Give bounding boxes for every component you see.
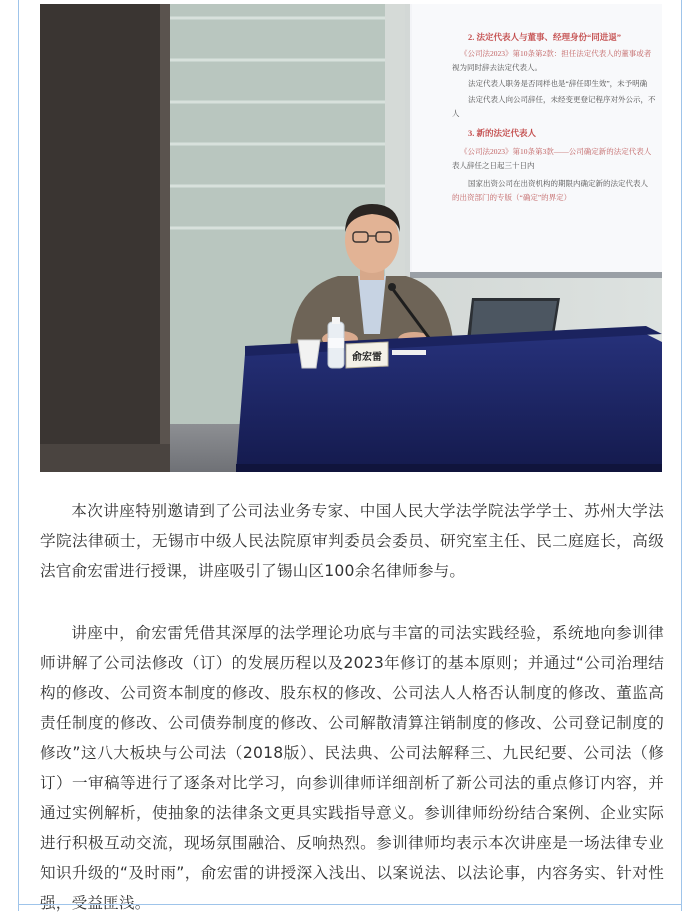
cup	[298, 340, 320, 368]
article-paragraph-1: 本次讲座特别邀请到了公司法业务专家、中国人民大学法学院法学学士、苏州大学法学院法律硕士，无锡市中级人民法院原审判委员会委员、研究室主任、民二庭庭长，高级法官俞宏雷进行授课，讲座吸引了锡山区100余名律师参与。	[40, 502, 664, 580]
slide-line: 法定代表人职务是否同样也是“辞任即生效”，未予明确	[468, 79, 648, 88]
nameplate	[346, 342, 388, 368]
slide-heading-2: 2. 法定代表人与董事、经理身份“同进退”	[468, 32, 622, 42]
slide-line: 视为同时辞去法定代表人。	[452, 63, 542, 72]
slide-line: 的出资部门的专版（“确定”的界定）	[452, 193, 572, 202]
article-body	[40, 496, 664, 918]
slide-line: 人	[452, 109, 460, 118]
nameplate-text: 俞宏雷	[352, 352, 382, 363]
frame-right-border	[681, 0, 682, 911]
water-bottle	[328, 317, 344, 368]
frame-bottom-border	[18, 904, 682, 911]
slide-line: 《公司法2023》第10条第2款：担任法定代表人的董事或者	[460, 49, 652, 58]
slide-line: 《公司法2023》第10条第3款——公司确定新的法定代表人	[460, 147, 652, 156]
lecture-photo	[40, 4, 662, 472]
slide-line: 表人辞任之日起三十日内	[452, 161, 535, 170]
article-paragraph-2: 讲座中，俞宏雷凭借其深厚的法学理论功底与丰富的司法实践经验，系统地向参训律师讲解了公司法修改（订）的发展历程以及2023年修订的基本原则；并通过“公司治理结构的修改、公司资本制度的修改、股东权的修改、公司法人人格否认制度的修改、董监高责任制度的修改、公司债券制度的修改、公司解散清算注销制度的修改、公司登记制度的修改”这八大板块与公司法（2018版）、民法典、公司法解释三、九民纪要、公司法（修订）一审稿等进行了逐条对比学习，向参训律师详细剖析了新公司法的重点修订内容，并通过实例解析，使抽象的法律条文更具实践指导意义。参训律师纷纷结合案例、企业实际进行积极互动交流，现场氛围融洽、反响热烈。参训律师均表示本次讲座是一场法律专业知识升级的“及时雨”，俞宏雷的讲授深入浅出、以案说法、以法论事，内容务实、针对性强，受益匪浅。	[40, 624, 664, 912]
slide-line: 国家出资公司在出资机构的期限内确定新的法定代表人	[468, 179, 648, 188]
frame-left-border	[18, 0, 19, 911]
slide-line: 法定代表人向公司辞任，未经变更登记程序对外公示，不	[468, 95, 656, 104]
slide-heading-3: 3. 新的法定代表人	[468, 128, 537, 138]
